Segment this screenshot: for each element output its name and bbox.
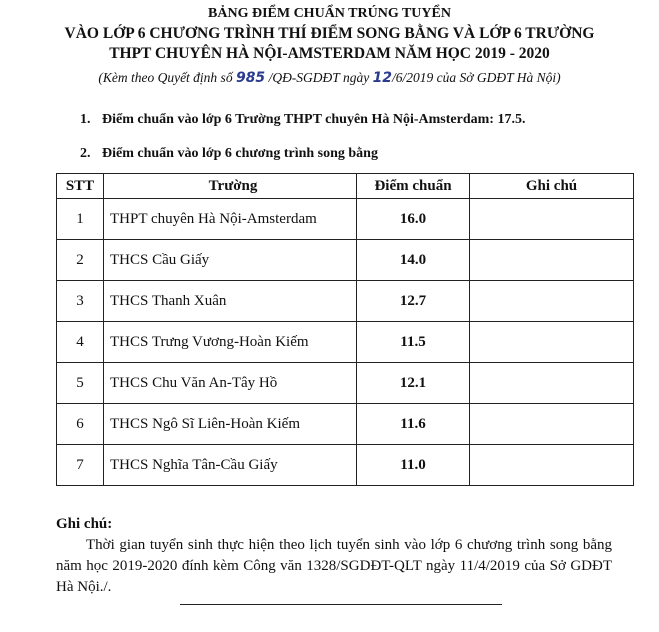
table-row [57,363,634,404]
cell-note [470,199,634,240]
note-title: Ghi chú [56,516,108,532]
table-row [57,199,634,240]
note-heading: Ghi chú: [56,516,113,532]
cell-score: 16.0 [357,199,470,240]
decision-prefix: (Kèm theo Quyết định số [98,70,236,85]
cell-stt: 1 [57,199,104,240]
cell-stt: 2 [57,240,104,281]
note-body: Thời gian tuyển sinh thực hiện theo lịch tuyển sinh vào lớp 6 chương trình song bằng năm học 2019-2020 đính kèm Công văn 1328/SGDĐT-QLT ngày 11/4/2019 của Sở GDĐT Hà Nội./. [56,537,612,595]
doc-title-line-3: THPT CHUYÊN HÀ NỘI-AMSTERDAM NĂM HỌC 2019 - 2020 [109,45,550,62]
cell-stt: 7 [57,445,104,486]
score-table [56,173,634,486]
table-row [57,281,634,322]
header-score: Điểm chuẩn [357,174,470,199]
header-note: Ghi chú [470,174,634,199]
cell-score: 11.0 [357,445,470,486]
table-header-row [57,174,634,199]
list-item-text: Điểm chuẩn vào lớp 6 chương trình song bằng [102,146,378,161]
table-row [57,322,634,363]
cell-school: THCS Nghĩa Tân-Cầu Giấy [104,445,357,486]
list-item-2 [80,146,378,162]
cell-school: THCS Chu Văn An-Tây Hồ [104,363,357,404]
cell-score: 11.6 [357,404,470,445]
decision-number-handwritten: 985 [235,70,266,86]
list-item-number: 1. [80,112,91,127]
doc-title-line-2: VÀO LỚP 6 CHƯƠNG TRÌNH THÍ ĐIỂM SONG BẰNG VÀ LỚP 6 TRƯỜNG [64,25,595,42]
cell-school: THPT chuyên Hà Nội-Amsterdam [104,199,357,240]
cell-note [470,404,634,445]
cell-note [470,240,634,281]
cell-school: THCS Ngô Sĩ Liên-Hoàn Kiếm [104,404,357,445]
cell-note [470,281,634,322]
cell-score: 12.1 [357,363,470,404]
table-row [57,404,634,445]
list-item-number: 2. [80,146,91,161]
cell-stt: 5 [57,363,104,404]
cell-school: THCS Thanh Xuân [104,281,357,322]
list-item-text: Điểm chuẩn vào lớp 6 Trường THPT chuyên Hà Nội-Amsterdam: 17.5. [102,112,526,127]
header-stt: STT [57,174,104,199]
cell-note [470,363,634,404]
doc-title-line-1: BẢNG ĐIỂM CHUẨN TRÚNG TUYỂN [208,6,451,21]
list-item-1 [80,112,525,128]
decision-day-handwritten: 12 [372,70,393,86]
cell-score: 14.0 [357,240,470,281]
cell-stt: 4 [57,322,104,363]
cell-score: 12.7 [357,281,470,322]
table-row [57,445,634,486]
header-school: Trường [104,174,357,199]
footer-divider [180,604,502,605]
cell-note [470,322,634,363]
decision-reference [0,70,659,86]
cell-note [470,445,634,486]
cell-stt: 3 [57,281,104,322]
decision-middle: /QĐ-SGDĐT ngày [265,70,373,85]
table-row [57,240,634,281]
cell-stt: 6 [57,404,104,445]
cell-score: 11.5 [357,322,470,363]
cell-school: THCS Cầu Giấy [104,240,357,281]
cell-school: THCS Trưng Vương-Hoàn Kiếm [104,322,357,363]
decision-suffix: /6/2019 của Sở GDĐT Hà Nội) [392,70,561,85]
